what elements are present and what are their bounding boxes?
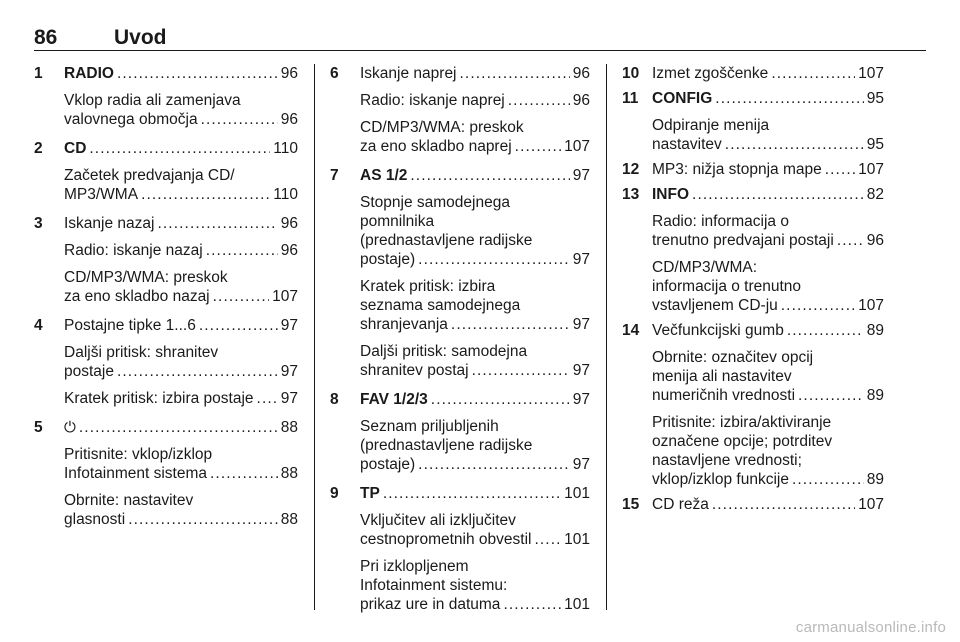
index-column-2 (330, 64, 590, 614)
sub-entry-line: Kratek pritisk: izbira (360, 278, 496, 295)
watermark: carmanualsonline.info (795, 619, 946, 636)
toc-label: Radio: iskanje nazaj (64, 242, 203, 259)
sub-entry (360, 342, 590, 380)
toc-leader-line (652, 386, 884, 405)
entry-body (652, 185, 884, 315)
page-ref: 107 (858, 297, 884, 314)
dot-leader (257, 389, 278, 408)
entry-number: 3 (34, 215, 43, 232)
dot-leader (418, 455, 570, 474)
sub-entry-line: seznama samodejnega (360, 297, 521, 314)
toc-label: FAV 1/2/3 (360, 391, 428, 408)
page-ref: 89 (866, 322, 884, 339)
dot-leader (89, 139, 270, 158)
page-ref: 101 (564, 485, 590, 502)
dot-leader (534, 530, 561, 549)
page-ref: 110 (273, 186, 298, 203)
sub-entry (360, 118, 590, 156)
sub-entry (64, 389, 298, 408)
dot-leader (206, 241, 278, 260)
entry-number: 5 (34, 419, 43, 436)
sub-entry (652, 413, 884, 489)
sub-entry (360, 91, 590, 110)
entry-number: 10 (622, 65, 640, 82)
dot-leader (725, 135, 864, 154)
page-header (34, 26, 926, 50)
toc-label: Večfunkcijski gumb (652, 322, 784, 339)
page-ref: 97 (572, 456, 590, 473)
page-ref: 96 (572, 65, 590, 82)
toc-leader-line (64, 389, 298, 408)
page-ref: 110 (273, 140, 298, 157)
toc-leader-line (360, 530, 590, 549)
entry-body (64, 418, 298, 529)
toc-label: Radio: iskanje naprej (360, 92, 505, 109)
toc-leader-line (360, 64, 590, 83)
toc-leader-line (652, 231, 884, 250)
column-divider (314, 64, 315, 610)
sub-entry-line: menija ali nastavitev (652, 368, 792, 385)
toc-label: nastavitev (652, 136, 722, 153)
toc-label: vklop/izklop funkcije (652, 471, 789, 488)
sub-entry-line: Stopnje samodejnega (360, 194, 510, 211)
entry-number: 12 (622, 161, 640, 178)
page-ref: 97 (280, 363, 298, 380)
sub-entry-line: Vklop radia ali zamenjava (64, 92, 241, 109)
toc-label: valovnega območja (64, 111, 198, 128)
toc-label: MP3: nižja stopnja mape (652, 161, 822, 178)
page-ref: 96 (280, 242, 298, 259)
sub-entry-line: Odpiranje menija (652, 117, 770, 134)
toc-leader-line (652, 64, 884, 83)
entry-body (652, 89, 884, 154)
sub-entry-line: CD/MP3/WMA: preskok (64, 269, 228, 286)
toc-leader-line (360, 595, 590, 614)
toc-leader-line (64, 464, 298, 483)
dot-leader (692, 185, 864, 204)
toc-label: shranjevanja (360, 316, 448, 333)
sub-entry-line: CD/MP3/WMA: preskok (360, 119, 524, 136)
toc-leader-line (652, 296, 884, 315)
sub-entry (652, 212, 884, 250)
page-ref: 88 (280, 419, 298, 436)
page-ref: 101 (564, 596, 590, 613)
sub-entry (64, 91, 298, 129)
toc-label: cestnoprometnih obvestil (360, 531, 532, 548)
entry-body (360, 64, 590, 156)
entry-body (64, 139, 298, 204)
page-ref: 95 (866, 90, 884, 107)
dot-leader (792, 470, 864, 489)
toc-entry (34, 316, 298, 408)
sub-entry-line: pomnilnika (360, 213, 435, 230)
entry-number: 2 (34, 140, 43, 157)
dot-leader (199, 316, 278, 335)
dot-leader (141, 185, 270, 204)
sub-entry-line: Obrnite: nastavitev (64, 492, 194, 509)
toc-label: Iskanje naprej (360, 65, 457, 82)
sub-entry (64, 491, 298, 529)
toc-entry (34, 139, 298, 204)
page-ref: 96 (280, 65, 298, 82)
sub-entry-line: Infotainment sistemu: (360, 577, 508, 594)
page-ref: 97 (572, 167, 590, 184)
toc-leader-line (652, 89, 884, 108)
dot-leader (781, 296, 855, 315)
toc-entry (622, 160, 884, 179)
entry-number: 9 (330, 485, 339, 502)
toc-label: shranitev postaj (360, 362, 469, 379)
dot-leader (79, 418, 278, 437)
dot-leader (515, 137, 561, 156)
sub-entry (64, 445, 298, 483)
entry-body (360, 166, 590, 380)
toc-entry (622, 64, 884, 83)
dot-leader (503, 595, 561, 614)
toc-leader-line (652, 495, 884, 514)
toc-leader-line (360, 455, 590, 474)
toc-label: postaje) (360, 251, 416, 268)
page-ref: 107 (858, 65, 884, 82)
toc-label: RADIO (64, 65, 114, 82)
sub-entry (652, 348, 884, 405)
entry-number: 15 (622, 496, 640, 513)
entry-body (652, 64, 884, 83)
toc-entry (330, 64, 590, 156)
dot-leader (410, 166, 569, 185)
toc-label: AS 1/2 (360, 167, 408, 184)
dot-leader (771, 64, 855, 83)
entry-number: 7 (330, 167, 339, 184)
sub-entry (652, 116, 884, 154)
index-column-1 (34, 64, 298, 529)
toc-entry (34, 64, 298, 129)
dot-leader (715, 89, 863, 108)
sub-entry-line: CD/MP3/WMA: (652, 259, 758, 276)
entry-body (360, 484, 590, 614)
page-ref: 96 (280, 215, 298, 232)
toc-leader-line (360, 315, 590, 334)
toc-leader-line (64, 241, 298, 260)
toc-label: za eno skladbo naprej (360, 138, 512, 155)
dot-leader (383, 484, 561, 503)
sub-entry (360, 511, 590, 549)
toc-label: Iskanje nazaj (64, 215, 155, 232)
toc-label: TP (360, 485, 380, 502)
dot-leader (451, 315, 570, 334)
entry-number: 13 (622, 186, 640, 203)
toc-entry (34, 214, 298, 306)
toc-label: postaje (64, 363, 114, 380)
dot-leader (472, 361, 570, 380)
page-ref: 95 (866, 136, 884, 153)
toc-leader-line (64, 64, 298, 83)
sub-entry (64, 166, 298, 204)
toc-entry (622, 185, 884, 315)
section-title: Uvod (114, 26, 167, 49)
sub-entry (64, 241, 298, 260)
toc-label: Izmet zgoščenke (652, 65, 769, 82)
dot-leader (213, 287, 269, 306)
toc-label: Postajne tipke 1...6 (64, 317, 196, 334)
toc-leader-line (652, 321, 884, 340)
dot-leader (128, 510, 278, 529)
entry-body (652, 495, 884, 514)
sub-entry-line: Vključitev ali izključitev (360, 512, 516, 529)
entry-body (64, 316, 298, 408)
sub-entry-line: Pritisnite: vklop/izklop (64, 446, 213, 463)
toc-leader-line (64, 418, 298, 437)
toc-label: MP3/WMA (64, 186, 139, 203)
page-ref: 88 (280, 465, 298, 482)
column-divider (606, 64, 607, 610)
sub-entry (360, 557, 590, 614)
dot-leader (508, 91, 570, 110)
sub-entry-line: Pritisnite: izbira/aktiviranje (652, 414, 832, 431)
toc-leader-line (652, 135, 884, 154)
dot-leader (431, 390, 570, 409)
toc-entry (330, 484, 590, 614)
sub-entry-line: nastavljene vrednosti; (652, 452, 802, 469)
toc-label: trenutno predvajani postaji (652, 232, 834, 249)
toc-entry (330, 166, 590, 380)
dot-leader (837, 231, 864, 250)
sub-entry-line: (prednastavljene radijske (360, 437, 533, 454)
toc-leader-line (652, 470, 884, 489)
toc-leader-line (360, 137, 590, 156)
toc-label: numeričnih vrednosti (652, 387, 796, 404)
dot-leader (712, 495, 855, 514)
entry-number: 14 (622, 322, 640, 339)
toc-entry (622, 89, 884, 154)
toc-leader-line (360, 390, 590, 409)
entry-number: 8 (330, 391, 339, 408)
toc-label: INFO (652, 186, 690, 203)
dot-leader (825, 160, 855, 179)
sub-entry (360, 193, 590, 269)
page-ref: 89 (866, 471, 884, 488)
entry-number: 4 (34, 317, 43, 334)
toc-label: postaje) (360, 456, 416, 473)
toc-entry (34, 418, 298, 529)
dot-leader (798, 386, 864, 405)
toc-leader-line (64, 287, 298, 306)
entry-body (64, 64, 298, 129)
entry-body (652, 321, 884, 489)
page-ref: 97 (280, 390, 298, 407)
toc-leader-line (360, 250, 590, 269)
toc-leader-line (360, 484, 590, 503)
toc-label: Kratek pritisk: izbira postaje (64, 390, 254, 407)
sub-entry (64, 343, 298, 381)
toc-label: za eno skladbo nazaj (64, 288, 210, 305)
page-ref: 96 (572, 92, 590, 109)
dot-leader (460, 64, 570, 83)
sub-entry-line: Daljši pritisk: samodejna (360, 343, 528, 360)
toc-label: Infotainment sistema (64, 465, 208, 482)
sub-entry (64, 268, 298, 306)
toc-label: vstavljenem CD-ju (652, 297, 778, 314)
sub-entry-line: Daljši pritisk: shranitev (64, 344, 219, 361)
toc-label: prikaz ure in datuma (360, 596, 501, 613)
sub-entry-line: informacija o trenutno (652, 278, 802, 295)
sub-entry-line: Obrnite: označitev opcij (652, 349, 814, 366)
dot-leader (117, 64, 278, 83)
entry-number: 11 (622, 90, 639, 107)
entry-body (64, 214, 298, 306)
toc-leader-line (64, 185, 298, 204)
toc-leader-line (64, 362, 298, 381)
dot-leader (201, 110, 278, 129)
entry-body (360, 390, 590, 474)
page-ref: 97 (280, 317, 298, 334)
dot-leader (117, 362, 278, 381)
sub-entry-line: Pri izklopljenem (360, 558, 469, 575)
page-ref: 107 (858, 161, 884, 178)
toc-leader-line (64, 139, 298, 158)
page-ref: 88 (280, 511, 298, 528)
toc-leader-line (360, 166, 590, 185)
toc-label: CD (64, 140, 87, 157)
page-ref: 101 (564, 531, 590, 548)
toc-leader-line (360, 91, 590, 110)
dot-leader (787, 321, 864, 340)
toc-entry (622, 321, 884, 489)
toc-leader-line (652, 185, 884, 204)
toc-entry (622, 495, 884, 514)
toc-leader-line (64, 510, 298, 529)
header-rule (34, 50, 926, 51)
dot-leader (210, 464, 278, 483)
sub-entry-line: (prednastavljene radijske (360, 232, 533, 249)
page-ref: 107 (858, 496, 884, 513)
sub-entry-line: Začetek predvajanja CD/ (64, 167, 235, 184)
page-ref: 89 (866, 387, 884, 404)
index-column-3 (622, 64, 884, 514)
sub-entry-line: Radio: informacija o (652, 213, 789, 230)
toc-label: CD reža (652, 496, 709, 513)
toc-label: glasnosti (64, 511, 126, 528)
toc-leader-line (64, 316, 298, 335)
page-ref: 96 (280, 111, 298, 128)
toc-leader-line (360, 361, 590, 380)
page-ref: 107 (272, 288, 298, 305)
toc-label: CONFIG (652, 90, 713, 107)
sub-entry (652, 258, 884, 315)
toc-leader-line (652, 160, 884, 179)
page-ref: 97 (572, 391, 590, 408)
page-number: 86 (34, 26, 58, 49)
page-ref: 107 (564, 138, 590, 155)
toc-leader-line (64, 214, 298, 233)
sub-entry (360, 417, 590, 474)
power-icon: ⏻ (64, 419, 76, 436)
page-ref: 97 (572, 251, 590, 268)
toc-entry (330, 390, 590, 474)
page-ref: 82 (866, 186, 884, 203)
page-ref: 97 (572, 362, 590, 379)
toc-leader-line (64, 110, 298, 129)
dot-leader (157, 214, 277, 233)
sub-entry-line: Seznam priljubljenih (360, 418, 499, 435)
page-ref: 96 (866, 232, 884, 249)
sub-entry (360, 277, 590, 334)
entry-body (652, 160, 884, 179)
entry-number: 6 (330, 65, 339, 82)
sub-entry-line: označene opcije; potrditev (652, 433, 833, 450)
entry-number: 1 (34, 65, 43, 82)
page-ref: 97 (572, 316, 590, 333)
dot-leader (418, 250, 570, 269)
